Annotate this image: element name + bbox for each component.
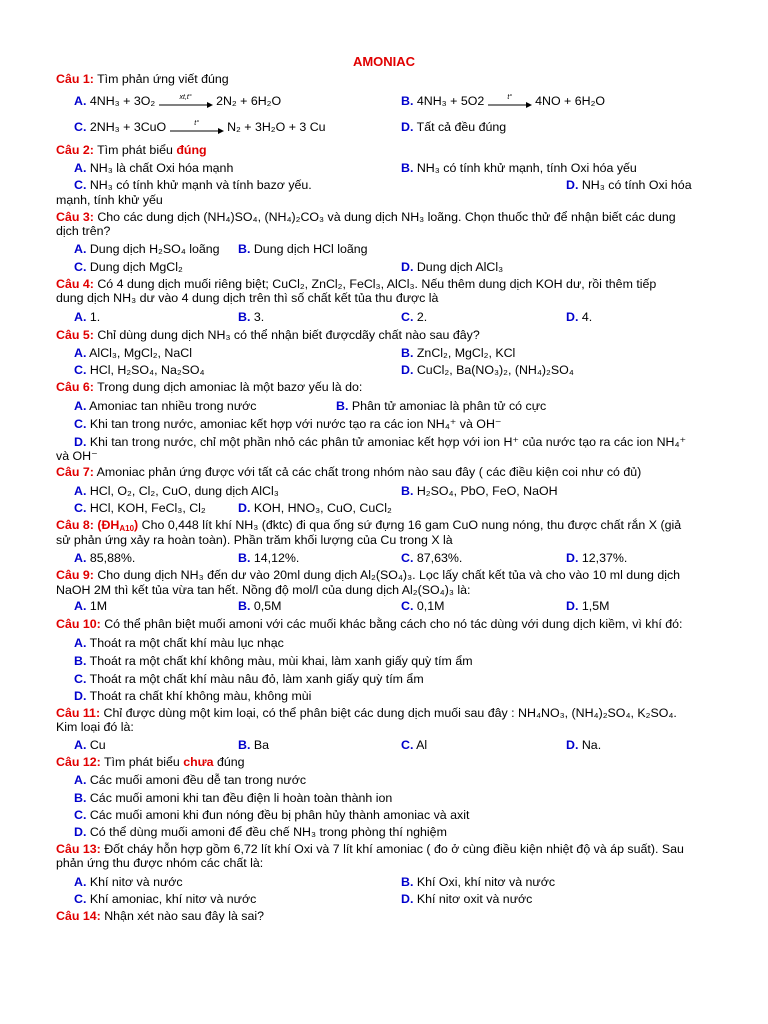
question-number: Câu 13: (56, 842, 101, 856)
option-label: C. (401, 310, 414, 324)
emphasis-word: đúng (176, 143, 207, 157)
option-label: D. (401, 363, 414, 377)
q5-option-c (74, 363, 205, 378)
q9-option-b (238, 599, 281, 614)
q2-option-d-continued: mạnh, tính khử yếu (56, 193, 163, 207)
option-label: C. (401, 738, 414, 752)
q3-option-d (401, 260, 503, 275)
question-10 (56, 617, 683, 632)
option-label: D. (401, 892, 414, 906)
page-title: AMONIAC (352, 54, 416, 69)
q6-option-d-continued: và OH⁻ (56, 449, 98, 463)
q2-option-d (566, 178, 692, 193)
option-text: Thoát ra chất khí không màu, không mùi (89, 689, 312, 703)
question-number: Câu 2: (56, 143, 94, 157)
products: N₂ + 3H₂O + 3 Cu (227, 120, 326, 134)
option-text: NH₃ có tính khử mạnh và tính bazơ yếu. (89, 178, 312, 192)
q1-option-a (74, 94, 281, 109)
arrow-icon (159, 102, 213, 108)
q10-option-c (74, 672, 424, 687)
option-text: Dung dịch HCl loãng (253, 242, 368, 256)
question-11-continued: Kim loại đó là: (56, 720, 134, 734)
option-text: Dung dịch AlCl₃ (416, 260, 504, 274)
question-13 (56, 842, 684, 857)
question-4 (56, 277, 656, 292)
option-text: Khí nitơ oxit và nước (416, 892, 533, 906)
reaction-condition: t° (507, 94, 513, 101)
question-number: Câu 14: (56, 909, 101, 923)
option-label: B. (238, 599, 251, 613)
reaction-arrow (159, 94, 213, 108)
q12-option-d (74, 825, 447, 840)
option-text: 0,5M (253, 599, 282, 613)
question-13-continued: phản ứng thu được nhóm các chất là: (56, 856, 264, 870)
option-text: 12,37%. (581, 551, 628, 565)
option-label: A. (74, 599, 87, 613)
option-text: Tất cả đều đúng (416, 120, 507, 134)
option-text: HCl, H₂SO₄, Na₂SO₄ (89, 363, 205, 377)
option-label: D. (566, 738, 579, 752)
option-label: C. (74, 808, 87, 822)
option-label: B. (401, 346, 414, 360)
q7-option-d (238, 501, 392, 516)
question-text-end: đúng (216, 755, 245, 769)
option-text: Dung dịch H₂SO₄ loãng (89, 242, 220, 256)
option-label: C. (74, 417, 87, 431)
question-number: Câu 5: (56, 328, 94, 342)
q6-option-d (74, 435, 686, 450)
q10-option-b (74, 654, 473, 669)
option-text: Các muối amoni đều dễ tan trong nước (89, 773, 307, 787)
option-text: 87,63%. (416, 551, 463, 565)
question-4-continued: dung dịch NH₃ dư vào 4 dung dịch trên thì số chất kết tủa thu được là (56, 291, 439, 305)
option-label: B. (238, 551, 251, 565)
question-8-continued: sử phản ứng xảy ra hoàn toàn). Phần trăm khối lượng của Cu trong X là (56, 533, 453, 547)
option-text: CuCl₂, Ba(NO₃)₂, (NH₄)₂SO₄ (416, 363, 574, 377)
question-text: Có 4 dung dịch muối riêng biệt; CuCl₂, ZnCl₂, FeCl₃, AlCl₃. Nếu thêm dung dịch KOH dư, rồi thêm tiếp (97, 277, 657, 291)
option-label: A. (74, 551, 87, 565)
q4-option-b (238, 310, 264, 325)
q13-option-a (74, 875, 183, 890)
option-label: A. (74, 242, 87, 256)
option-text: 1M (89, 599, 108, 613)
option-label: C. (401, 599, 414, 613)
option-label: B. (401, 94, 414, 108)
q2-option-b (401, 161, 637, 176)
question-text: Tìm phát biểu (103, 755, 180, 769)
option-label: C. (74, 892, 87, 906)
q9-option-a (74, 599, 107, 614)
option-label: B. (401, 161, 414, 175)
q9-option-c (401, 599, 444, 614)
q3-option-a (74, 242, 220, 257)
option-text: NH₃ là chất Oxi hóa mạnh (89, 161, 234, 175)
option-text: NH₃ có tính Oxi hóa (581, 178, 692, 192)
question-text: Tìm phát biểu (97, 143, 173, 157)
question-text: Trong dung dịch amoniac là một bazơ yếu là do: (97, 380, 363, 394)
option-label: D. (74, 435, 87, 449)
option-text: 85,88%. (89, 551, 136, 565)
q13-option-c (74, 892, 256, 907)
option-label: B. (336, 399, 349, 413)
question-number: Câu 12: (56, 755, 101, 769)
question-3-continued: dịch trên? (56, 224, 111, 238)
option-text: H₂SO₄, PbO, FeO, NaOH (416, 484, 558, 498)
question-text: Chỉ dùng dung dịch NH₃ có thể nhận biết đượcdãy chất nào sau đây? (97, 328, 480, 342)
question-7 (56, 465, 641, 480)
option-label: A. (74, 773, 87, 787)
option-label: D. (74, 689, 87, 703)
option-text: 3. (253, 310, 265, 324)
q5-option-b (401, 346, 515, 361)
question-text: Tìm phản ứng viết đúng (97, 72, 229, 86)
question-text: Chỉ được dùng một kim loại, có thể phân biệt các dung dịch muối sau đây : NH₄NO₃, (NH₄)₂SO₄, K₂SO₄. (103, 706, 677, 720)
option-label: B. (401, 484, 414, 498)
q1-option-c (74, 120, 326, 135)
question-6 (56, 380, 362, 395)
option-text: Khí nitơ và nước (89, 875, 183, 889)
q8-option-b (238, 551, 299, 566)
option-text: HCl, KOH, FeCl₃, Cl₂ (89, 501, 206, 515)
question-number: Câu 11: (56, 706, 101, 720)
products: 2N₂ + 6H₂O (216, 94, 282, 108)
q9-option-d (566, 599, 609, 614)
option-text: Thoát ra một chất khí màu nâu đỏ, làm xanh giấy quỳ tím ẩm (89, 672, 424, 686)
option-label: D. (566, 599, 579, 613)
option-text: 1,5M (581, 599, 610, 613)
option-text: Khí amoniac, khí nitơ và nước (89, 892, 257, 906)
reaction-arrow (488, 94, 532, 108)
arrow-icon (488, 102, 532, 108)
question-text: Cho dung dịch NH₃ đến dư vào 20ml dung dịch Al₂(SO₄)₃. Lọc lấy chất kết tủa và cho vào 10 ml dung dịch (97, 568, 681, 582)
source-tag-text: (ĐH (97, 518, 120, 532)
q8-option-c (401, 551, 462, 566)
question-9-continued: NaOH 2M thì kết tủa vừa tan hết. Nồng độ mol/l của dung dịch Al₂(SO₄)₃ là: (56, 583, 471, 597)
option-text: Al (416, 738, 428, 752)
question-text: Amoniac phản ứng được với tất cả các chất trong nhóm nào sau đây ( các điều kiện coi như có đủ) (96, 465, 642, 479)
q12-option-a (74, 773, 306, 788)
option-text: HCl, O₂, Cl₂, CuO, dung dịch AlCl₃ (89, 484, 279, 498)
q12-option-b (74, 791, 392, 806)
q8-option-d (566, 551, 627, 566)
q7-option-b (401, 484, 558, 499)
q11-option-c (401, 738, 427, 753)
question-3 (56, 210, 676, 225)
option-label: B. (238, 738, 251, 752)
option-text: Khí Oxi, khí nitơ và nước (416, 875, 556, 889)
option-label: A. (74, 636, 87, 650)
option-label: D. (74, 825, 87, 839)
option-label: A. (74, 310, 87, 324)
question-text: Nhận xét nào sau đây là sai? (104, 909, 265, 923)
question-5 (56, 328, 480, 343)
arrow-icon (170, 128, 224, 134)
option-text: Dung dịch MgCl₂ (89, 260, 183, 274)
question-number: Câu 8: (56, 518, 94, 532)
option-label: D. (238, 501, 251, 515)
option-text: 2. (416, 310, 428, 324)
q6-option-a (74, 399, 256, 414)
option-text: Khi tan trong nước, chỉ một phần nhỏ các phân tử amoniac kết hợp với ion H⁺ của nước tạo ra các ion NH₄⁺ (89, 435, 687, 449)
q10-option-a (74, 636, 284, 651)
question-number: Câu 3: (56, 210, 94, 224)
option-label: D. (566, 551, 579, 565)
q3-option-b (238, 242, 368, 257)
option-text: Na. (581, 738, 602, 752)
option-text: Các muối amoni khi tan đều điện li hoàn toàn thành ion (89, 791, 393, 805)
q4-option-d (566, 310, 592, 325)
option-label: A. (74, 875, 87, 889)
reaction-condition: xt,t° (179, 94, 192, 101)
q11-option-b (238, 738, 269, 753)
q2-option-a (74, 161, 233, 176)
reaction-arrow (170, 120, 224, 134)
option-text: 4. (581, 310, 593, 324)
question-11 (56, 706, 677, 721)
option-text: 14,12%. (253, 551, 300, 565)
q5-option-d (401, 363, 574, 378)
q11-option-a (74, 738, 106, 753)
option-label: B. (238, 242, 251, 256)
option-label: C. (74, 672, 87, 686)
option-label: A. (74, 94, 87, 108)
option-text: Ba (253, 738, 270, 752)
option-text: 0,1M (416, 599, 445, 613)
question-text: Có thể phân biệt muối amoni với các muối khác bằng cách cho nó tác dùng với dung dịch kiềm, vì khí đó: (104, 617, 683, 631)
question-number: Câu 6: (56, 380, 94, 394)
q13-option-d (401, 892, 532, 907)
option-text: NH₃ có tính khử mạnh, tính Oxi hóa yếu (416, 161, 637, 175)
q7-option-c (74, 501, 206, 516)
q6-option-c (74, 417, 501, 432)
option-label: C. (74, 120, 87, 134)
option-label: A. (74, 738, 87, 752)
question-1 (56, 72, 229, 87)
question-text: Cho 0,448 lít khí NH₃ (đktc) đi qua ống sứ đựng 16 gam CuO nung nóng, thu được chất rắn X (giả (141, 518, 682, 532)
question-14 (56, 909, 264, 924)
question-number: Câu 10: (56, 617, 101, 631)
option-label: D. (401, 260, 414, 274)
question-9 (56, 568, 680, 583)
question-text: Cho các dung dịch (NH₄)SO₄, (NH₄)₂CO₃ và dung dịch NH₃ loãng. Chọn thuốc thử để nhận biết các dung (97, 210, 676, 224)
reactants: 4NH₃ + 5O2 (416, 94, 485, 108)
option-text: Có thể dùng muối amoni để đều chế NH₃ trong phòng thí nghiệm (89, 825, 447, 839)
q2-option-c (74, 178, 312, 193)
option-label: B. (401, 875, 414, 889)
question-number: Câu 7: (56, 465, 94, 479)
option-label: C. (74, 501, 87, 515)
question-number: Câu 1: (56, 72, 94, 86)
option-label: B. (74, 791, 87, 805)
reaction-condition: t° (194, 120, 200, 127)
option-label: C. (74, 363, 87, 377)
option-label: C. (74, 178, 87, 192)
option-text: ZnCl₂, MgCl₂, KCl (416, 346, 516, 360)
option-text: Các muối amoni khi đun nóng đều bị phân hủy thành amoniac và axit (89, 808, 470, 822)
option-label: D. (401, 120, 414, 134)
q13-option-b (401, 875, 555, 890)
q10-option-d (74, 689, 311, 704)
q1-option-d (401, 120, 506, 135)
source-tag-sub: A10 (119, 524, 135, 533)
q6-option-b (336, 399, 546, 414)
option-text: Thoát ra một chất khí không màu, mùi khai, làm xanh giấy quỳ tím ẩm (89, 654, 473, 668)
q3-option-c (74, 260, 183, 275)
option-label: B. (238, 310, 251, 324)
q11-option-d (566, 738, 601, 753)
q8-option-a (74, 551, 135, 566)
question-2 (56, 143, 207, 158)
q1-option-b (401, 94, 605, 109)
option-text: AlCl₃, MgCl₂, NaCl (89, 346, 192, 360)
option-text: Cu (89, 738, 106, 752)
option-label: C. (401, 551, 414, 565)
source-tag (97, 518, 138, 532)
question-number: Câu 9: (56, 568, 94, 582)
option-label: D. (566, 310, 579, 324)
q4-option-a (74, 310, 100, 325)
option-label: A. (74, 399, 87, 413)
question-12 (56, 755, 245, 770)
option-text: Thoát ra một chất khí màu lục nhạc (89, 636, 284, 650)
option-label: D. (566, 178, 579, 192)
option-text: Khi tan trong nước, amoniac kết hợp với nước tạo ra các ion NH₄⁺ và OH⁻ (89, 417, 502, 431)
question-number: Câu 4: (56, 277, 94, 291)
q7-option-a (74, 484, 279, 499)
option-text: Phân tử amoniac là phân tử có cực (351, 399, 547, 413)
option-label: A. (74, 346, 87, 360)
option-label: B. (74, 654, 87, 668)
reactants: 4NH₃ + 3O₂ (89, 94, 156, 108)
option-label: A. (74, 484, 87, 498)
source-tag-end: ) (134, 518, 139, 532)
option-label: C. (74, 260, 87, 274)
q4-option-c (401, 310, 427, 325)
option-text: KOH, HNO₃, CuO, CuCl₂ (253, 501, 392, 515)
products: 4NO + 6H₂O (535, 94, 606, 108)
option-label: A. (74, 161, 87, 175)
option-text: Amoniac tan nhiều trong nước (89, 399, 257, 413)
q5-option-a (74, 346, 192, 361)
option-text: 1. (89, 310, 101, 324)
reactants: 2NH₃ + 3CuO (89, 120, 167, 134)
q12-option-c (74, 808, 469, 823)
question-text: Đốt cháy hỗn hợp gồm 6,72 lít khí Oxi và 7 lít khí amoniac ( đo ở cùng điều kiện nhiệt độ và áp suất). Sau (104, 842, 684, 856)
emphasis-word: chưa (183, 755, 214, 769)
